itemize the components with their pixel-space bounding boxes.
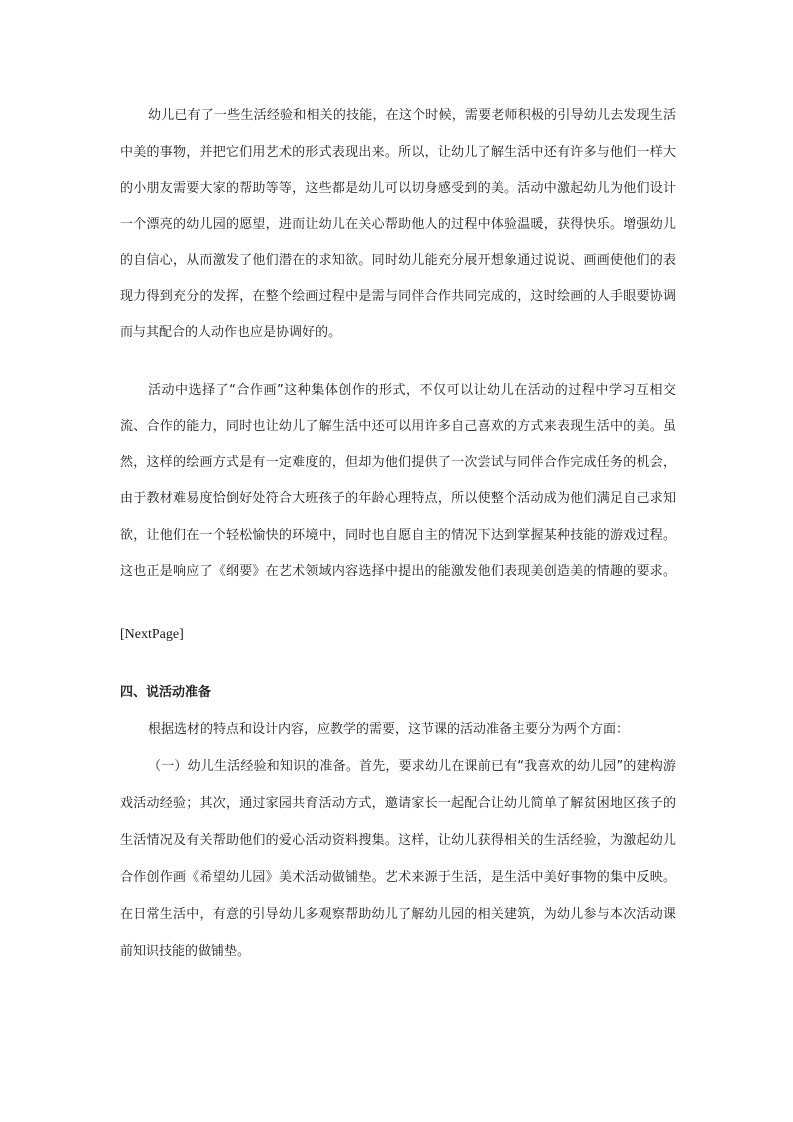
paragraph-2-line: 活动中选择了“合作画”这种集体创作的形式，不仅可以让幼儿在活动的过程中学习互相交 xyxy=(148,383,676,398)
paragraph-2-line: 然，这样的绘画方式是有一定难度的，但却为他们提供了一次尝试与同伴合作完成任务的机会， xyxy=(120,455,676,470)
paragraph-1-line: 一个漂亮的幼儿园的愿望，进而让幼儿在关心帮助他人的过程中体验温暖，获得快乐。增强幼儿 xyxy=(120,217,676,232)
paragraph-4-line: 前知识技能的做铺垫。 xyxy=(120,944,251,959)
paragraph-1-line: 中美的事物，并把它们用艺术的形式表现出来。所以，让幼儿了解生活中还有许多与他们一样大 xyxy=(120,145,676,160)
paragraph-2-line: 这也正是响应了《纲要》在艺术领域内容选择中提出的能激发他们表现美创造美的情趣的要求。 xyxy=(120,564,676,579)
paragraph-1-line: 而与其配合的人动作也应是协调好的。 xyxy=(120,325,342,340)
paragraph-1-line: 的自信心，从而激发了他们潜在的求知欲。同时幼儿能充分展开想象通过说说、画画使他们的表 xyxy=(120,253,676,268)
paragraph-4-line: 在日常生活中，有意的引导幼儿多观察帮助幼儿了解幼儿园的相关建筑，为幼儿参与本次活动课 xyxy=(120,907,676,922)
next-page-marker: [NextPage] xyxy=(120,627,184,642)
paragraph-4-line: （一）幼儿生活经验和知识的准备。首先，要求幼儿在课前已有“我喜欢的幼儿园”的建构游 xyxy=(148,759,676,774)
paragraph-3-line: 根据选材的特点和设计内容，应教学的需要，这节课的活动准备主要分为两个方面： xyxy=(148,722,630,737)
paragraph-4-line: 合作创作画《希望幼儿园》美术活动做铺垫。艺术来源于生活，是生活中美好事物的集中反映。 xyxy=(120,870,676,885)
paragraph-4-line: 戏活动经验；其次，通过家园共育活动方式，邀请家长一起配合让幼儿简单了解贫困地区孩子的 xyxy=(120,796,676,811)
paragraph-1-line: 现力得到充分的发挥，在整个绘画过程中是需与同伴合作共同完成的，这时绘画的人手眼要协调 xyxy=(120,289,676,304)
paragraph-1-line: 的小朋友需要大家的帮助等等，这些都是幼儿可以切身感受到的美。活动中激起幼儿为他们设计 xyxy=(120,181,676,196)
paragraph-4-line: 生活情况及有关帮助他们的爱心活动资料搜集。这样，让幼儿获得相关的生活经验，为激起幼儿 xyxy=(120,833,676,848)
section-heading: 四、说活动准备 xyxy=(120,685,212,700)
paragraph-2-line: 由于教材难易度恰倒好处符合大班孩子的年龄心理特点，所以使整个活动成为他们满足自己求知 xyxy=(120,491,676,506)
paragraph-2-line: 欲，让他们在一个轻松愉快的环境中，同时也自愿自主的情况下达到掌握某种技能的游戏过程。 xyxy=(120,528,676,543)
paragraph-1-line: 幼儿已有了一些生活经验和相关的技能，在这个时候，需要老师积极的引导幼儿去发现生活 xyxy=(148,108,676,123)
paragraph-2-line: 流、合作的能力，同时也让幼儿了解生活中还可以用许多自己喜欢的方式来表现生活中的美。虽 xyxy=(120,419,676,434)
